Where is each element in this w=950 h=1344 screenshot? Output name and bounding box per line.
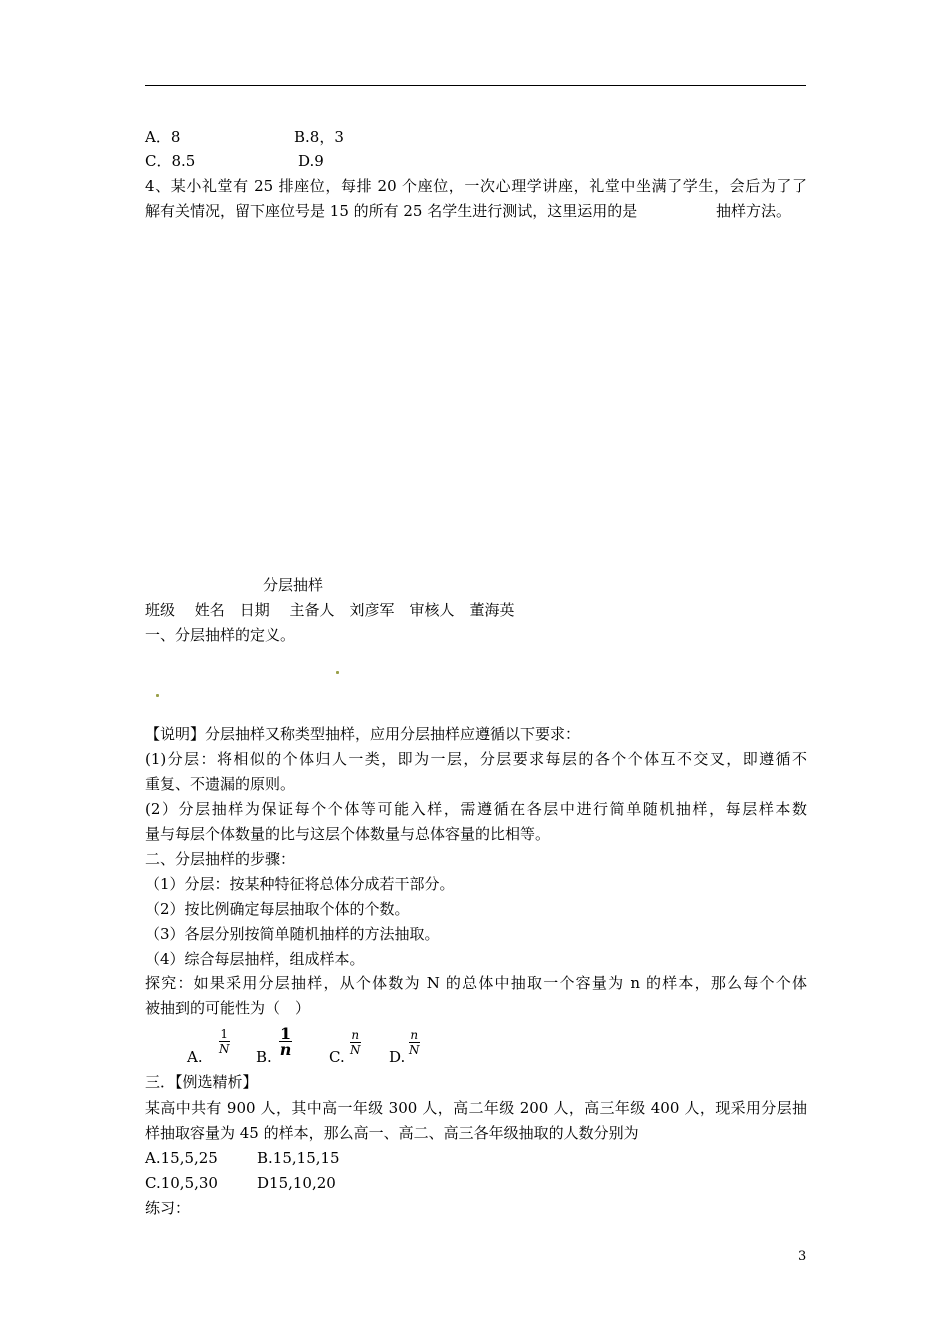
fraction-denominator: N: [219, 1042, 230, 1056]
prev-options-row-1: [145, 127, 344, 147]
step-1: （1）分层：按某种特征将总体分成若干部分。: [145, 875, 455, 893]
fraction-denominator: N: [350, 1043, 361, 1057]
scan-dot: [336, 671, 339, 674]
practice-heading: 练习：: [145, 1199, 191, 1217]
q4-line-2: [145, 201, 792, 221]
note-2-line-2: 量与每层个体数量的比与这层个体数量与总体容量的比相等。: [145, 825, 551, 843]
q4-line-1: 4、某小礼堂有 25 排座位，每排 20 个座位，一次心理学讲座，礼堂中坐满了学生，会后为了了: [145, 177, 807, 195]
fraction-denominator: n: [279, 1040, 292, 1059]
steps-heading: 二、分层抽样的步骤：: [145, 850, 296, 868]
scan-dot: [156, 694, 159, 697]
example-option-d: D15,10,20: [257, 1174, 336, 1192]
option-a-fraction: [219, 1027, 230, 1056]
note-1-line-2: 重复、不遗漏的原则。: [145, 775, 296, 793]
option-b-fraction: [279, 1026, 292, 1057]
option-b-label: B.: [256, 1048, 272, 1066]
q4-line-2-end: 抽样方法。: [716, 202, 792, 220]
step-2: （2）按比例确定每层抽取个体的个数。: [145, 900, 410, 918]
note-intro: 【说明】分层抽样又称类型抽样，应用分层抽样应遵循以下要求：: [145, 725, 581, 743]
fraction-numerator: 1: [220, 1027, 229, 1041]
q4-line-2-start: 解有关情况，留下座位号是 15 的所有 25 名学生进行测试，这里运用的是: [145, 202, 638, 220]
fraction-numerator: n: [351, 1028, 360, 1042]
example-heading: 三．【例选精析】: [145, 1073, 258, 1091]
example-option-c: C.10,5,30: [145, 1174, 218, 1192]
fraction-numerator: n: [410, 1028, 419, 1042]
example-option-b: B.15,15,15: [257, 1149, 340, 1167]
note-2-line-1: (2）分层抽样为保证每个个体等可能入样，需遵循在各层中进行简单随机抽样，每层样本数: [145, 800, 807, 818]
option-d-label: D.: [389, 1048, 406, 1066]
section-title: 分层抽样: [263, 576, 324, 594]
prev-option-b: B.8，3: [294, 128, 344, 146]
example-text-2: 样抽取容量为 45 的样本，那么高一、高二、高三各年级抽取的人数分别为: [145, 1124, 639, 1142]
step-4: （4）综合每层抽样，组成样本。: [145, 950, 365, 968]
prev-option-c: C．8.5: [145, 152, 196, 170]
note-1-line-1: (1)分层：将相似的个体归人一类，即为一层，分层要求每层的各个个体互不交叉，即遵循不: [145, 750, 807, 768]
explore-line-1: 探究：如果采用分层抽样，从个体数为 N 的总体中抽取一个容量为 n 的样本，那么每个个体: [145, 974, 807, 992]
example-option-a: A.15,5,25: [145, 1149, 218, 1167]
fraction-numerator: 1: [280, 1024, 292, 1043]
explore-line-2: 被抽到的可能性为（ ）: [145, 999, 311, 1017]
option-c-fraction: [350, 1028, 361, 1057]
step-3: （3）各层分别按简单随机抽样的方法抽取。: [145, 925, 440, 943]
example-options-row-1: [145, 1148, 340, 1168]
definition-heading: 一、分层抽样的定义。: [145, 626, 296, 644]
option-d-fraction: [409, 1028, 420, 1057]
option-c-label: C.: [329, 1048, 345, 1066]
header-rule: [145, 85, 806, 86]
page-number: 3: [798, 1249, 807, 1264]
example-text-1: 某高中共有 900 人，其中高一年级 300 人，高二年级 200 人，高三年级 400 人，现采用分层抽: [145, 1099, 807, 1117]
example-options-row-2: [145, 1173, 336, 1193]
prev-option-d: D.9: [298, 152, 324, 170]
option-a-label: A.: [187, 1048, 203, 1066]
section-meta: 班级 姓名 日期 主备人 刘彦军 审核人 董海英: [145, 601, 515, 619]
fraction-denominator: N: [409, 1043, 420, 1057]
prev-options-row-2: [145, 151, 324, 171]
prev-option-a: A．8: [145, 128, 181, 146]
